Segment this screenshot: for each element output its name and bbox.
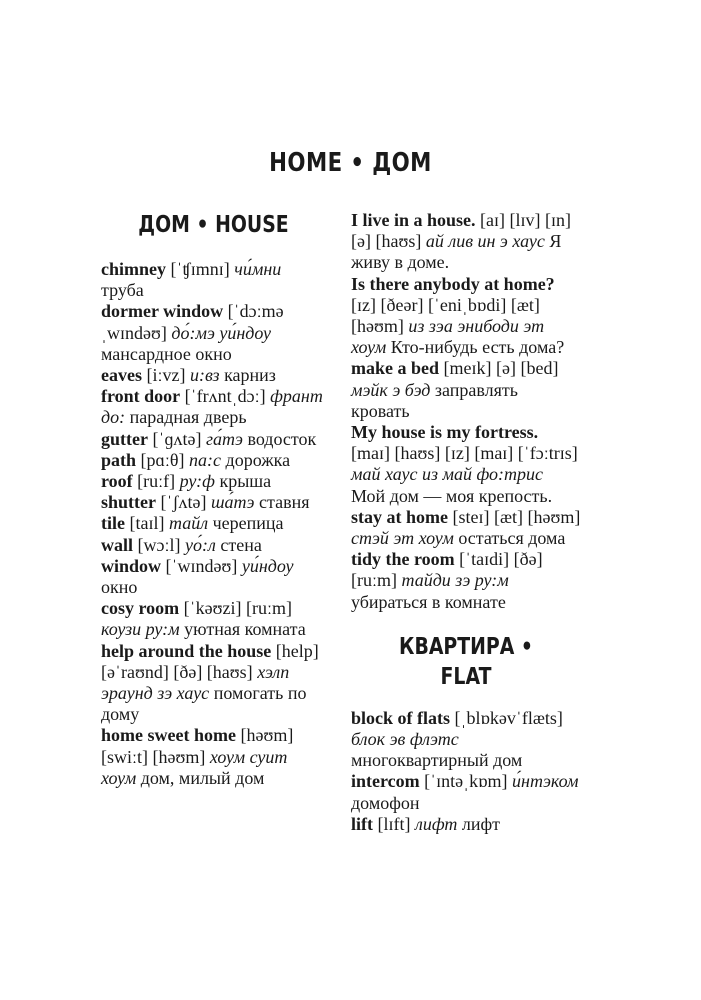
- entry-translation: убираться в комнате: [351, 591, 506, 612]
- entry-pronunciation: стэй эт хоум: [351, 528, 454, 549]
- entry-term: gutter: [101, 428, 148, 449]
- entry-pronunciation: до́:мэ уи́ндоу: [171, 322, 272, 343]
- entry-term: help around the house: [101, 640, 272, 661]
- entry-term: make a bed: [351, 358, 440, 379]
- entry-transcription: [iːvz]: [146, 365, 186, 386]
- flat-entry-list: [351, 708, 581, 835]
- entry-transcription: [ɪz] [ðeər] [ˈeniˌbɒdi] [æt] [həʊm]: [351, 294, 540, 337]
- entry-pronunciation: май хаус из май фо:трис: [351, 464, 544, 485]
- section-heading-flat: КВАРТИРА • FLAT: [399, 633, 533, 690]
- section-heading-house: ДОМ • HOUSE: [138, 212, 289, 238]
- entry-translation: Я живу в доме.: [351, 231, 562, 273]
- dictionary-entry: [351, 274, 581, 359]
- entry-translation: многоквартирный дом: [351, 750, 523, 771]
- dictionary-entry: [101, 513, 326, 534]
- entry-pronunciation: га́тэ: [205, 428, 243, 449]
- entry-transcription: [taɪl]: [129, 513, 165, 534]
- entry-translation: дорожка: [225, 449, 291, 470]
- dictionary-entry: [101, 259, 326, 301]
- entry-term: tidy the room: [351, 549, 455, 570]
- entry-transcription: [ˈtaɪdi] [ðə] [ruːm]: [351, 549, 543, 591]
- entry-pronunciation: мэйк э бэд: [351, 379, 431, 400]
- dictionary-entry: [351, 210, 581, 274]
- entry-transcription: [həʊm] [swiːt] [həʊm]: [101, 725, 294, 767]
- entry-translation: остаться дома: [458, 528, 566, 549]
- dictionary-entry: [351, 358, 581, 422]
- entry-transcription: [ˈɡʌtə]: [152, 428, 202, 449]
- dictionary-entry: [351, 507, 581, 549]
- page-title: HOME • ДОМ: [269, 148, 432, 178]
- entry-translation: крыша: [219, 471, 272, 492]
- entry-pronunciation: коузи ру:м: [101, 619, 180, 640]
- entry-term: My house is my fortress.: [351, 422, 539, 443]
- entry-translation: ставня: [259, 492, 310, 513]
- entry-term: path: [101, 449, 137, 470]
- entry-pronunciation: из зэа энибоди эт хоум: [351, 316, 545, 358]
- dictionary-entry: [101, 429, 326, 450]
- dictionary-entry: [351, 708, 581, 772]
- entry-pronunciation: тайди зэ ру:м: [401, 570, 509, 591]
- dictionary-entry: [101, 641, 326, 726]
- entry-transcription: [steɪ] [æt] [həʊm]: [452, 506, 581, 527]
- entry-transcription: [ˈdɔːməˌwɪndəʊ]: [101, 301, 284, 343]
- entry-pronunciation: чи́мни: [234, 259, 282, 279]
- dictionary-entry: [101, 450, 326, 471]
- entry-transcription: [ˈɪntəˌkɒm]: [424, 771, 508, 792]
- dictionary-entry: [101, 492, 326, 513]
- entry-term: shutter: [101, 492, 156, 513]
- entry-term: home sweet home: [101, 725, 236, 746]
- entry-transcription: [aɪ] [lɪv] [ɪn] [ə] [haʊs]: [351, 210, 571, 252]
- entry-transcription: [ˈfrʌntˌdɔː]: [184, 386, 266, 407]
- dictionary-entry: [101, 725, 326, 789]
- entry-translation: парадная дверь: [129, 407, 247, 428]
- entry-translation: мансардное окно: [101, 343, 232, 364]
- entry-pronunciation: ру:ф: [179, 471, 215, 492]
- entry-transcription: [help] [əˈraʊnd] [ðə] [haʊs]: [101, 640, 319, 682]
- left-column: [101, 210, 326, 789]
- entry-term: tile: [101, 513, 125, 534]
- dictionary-entry: [351, 549, 581, 613]
- entry-transcription: [wɔːl]: [137, 534, 181, 555]
- entry-pronunciation: и́нтэком: [512, 771, 579, 792]
- entry-transcription: [maɪ] [haʊs] [ɪz] [maɪ] [ˈfɔːtrɪs]: [351, 443, 578, 464]
- entry-term: I live in a house.: [351, 210, 476, 230]
- entry-pronunciation: уи́ндоу: [241, 555, 294, 576]
- entry-pronunciation: франт до:: [101, 386, 323, 428]
- entry-transcription: [ˈkəʊzi] [ruːm]: [183, 598, 292, 619]
- entry-term: chimney: [101, 259, 166, 279]
- entry-term: Is there anybody at home?: [351, 273, 555, 294]
- entry-transcription: [ˈʧɪmnɪ]: [170, 259, 230, 279]
- dictionary-entry: [351, 771, 581, 813]
- entry-transcription: [ruːf]: [137, 471, 176, 492]
- dictionary-entry: [101, 535, 326, 556]
- dictionary-entry: [101, 471, 326, 492]
- entry-transcription: [lɪft]: [377, 813, 411, 834]
- dictionary-entry: [101, 301, 326, 365]
- entry-translation: труба: [101, 280, 144, 301]
- entry-term: dormer window: [101, 301, 224, 322]
- entry-translation: карниз: [224, 365, 276, 386]
- entry-translation: лифт: [461, 813, 501, 834]
- entry-translation: уютная комната: [184, 619, 306, 640]
- entry-translation: стена: [220, 534, 262, 555]
- entry-term: eaves: [101, 365, 142, 386]
- entry-pronunciation: па:с: [189, 449, 222, 470]
- entry-translation: черепица: [212, 513, 284, 534]
- entry-pronunciation: хэлп эраунд зэ хаус: [101, 661, 290, 704]
- entry-translation: заправлять кровать: [351, 379, 518, 421]
- entry-translation: домофон: [351, 792, 420, 813]
- dictionary-entry: [101, 556, 326, 598]
- entry-transcription: [ˈwɪndəʊ]: [165, 555, 238, 576]
- entry-transcription: [ˌblɒkəvˈflæts]: [454, 707, 563, 728]
- phrase-entry-list: [351, 210, 581, 613]
- entry-pronunciation: тайл: [168, 513, 209, 534]
- entry-term: stay at home: [351, 506, 448, 527]
- entry-term: wall: [101, 534, 134, 555]
- entry-pronunciation: ай лив ин э хаус: [425, 231, 545, 252]
- dictionary-entry: [351, 814, 581, 835]
- right-column: [351, 210, 581, 835]
- entry-term: intercom: [351, 771, 420, 792]
- dictionary-entry: [101, 386, 326, 428]
- dictionary-entry: [101, 365, 326, 386]
- entry-term: block of flats: [351, 707, 450, 728]
- dictionary-entry: [101, 598, 326, 640]
- entry-pronunciation: уо́:л: [185, 534, 216, 555]
- entry-translation: Кто-нибудь есть дома?: [390, 337, 565, 358]
- entry-term: cosy room: [101, 598, 180, 619]
- entry-term: roof: [101, 471, 133, 492]
- entry-term: front door: [101, 386, 181, 407]
- entry-transcription: [pɑːθ]: [140, 449, 185, 470]
- entry-term: lift: [351, 813, 373, 834]
- entry-pronunciation: лифт: [415, 813, 458, 834]
- entry-pronunciation: ша́тэ: [210, 492, 255, 513]
- entry-pronunciation: хоум суит хоум: [101, 746, 288, 788]
- entry-transcription: [meɪk] [ə] [bed]: [443, 358, 559, 379]
- entry-translation: водосток: [247, 428, 317, 449]
- entry-term: window: [101, 555, 162, 576]
- house-entry-list: [101, 259, 326, 789]
- entry-translation: Мой дом — моя крепость.: [351, 485, 553, 506]
- entry-translation: окно: [101, 577, 138, 598]
- entry-transcription: [ˈʃʌtə]: [160, 492, 207, 513]
- entry-pronunciation: блок эв флэтс: [351, 729, 459, 750]
- dictionary-entry: [351, 422, 581, 507]
- entry-translation: дом, милый дом: [140, 767, 265, 788]
- entry-pronunciation: и:вз: [189, 365, 220, 386]
- entry-translation: помогать по дому: [101, 683, 307, 725]
